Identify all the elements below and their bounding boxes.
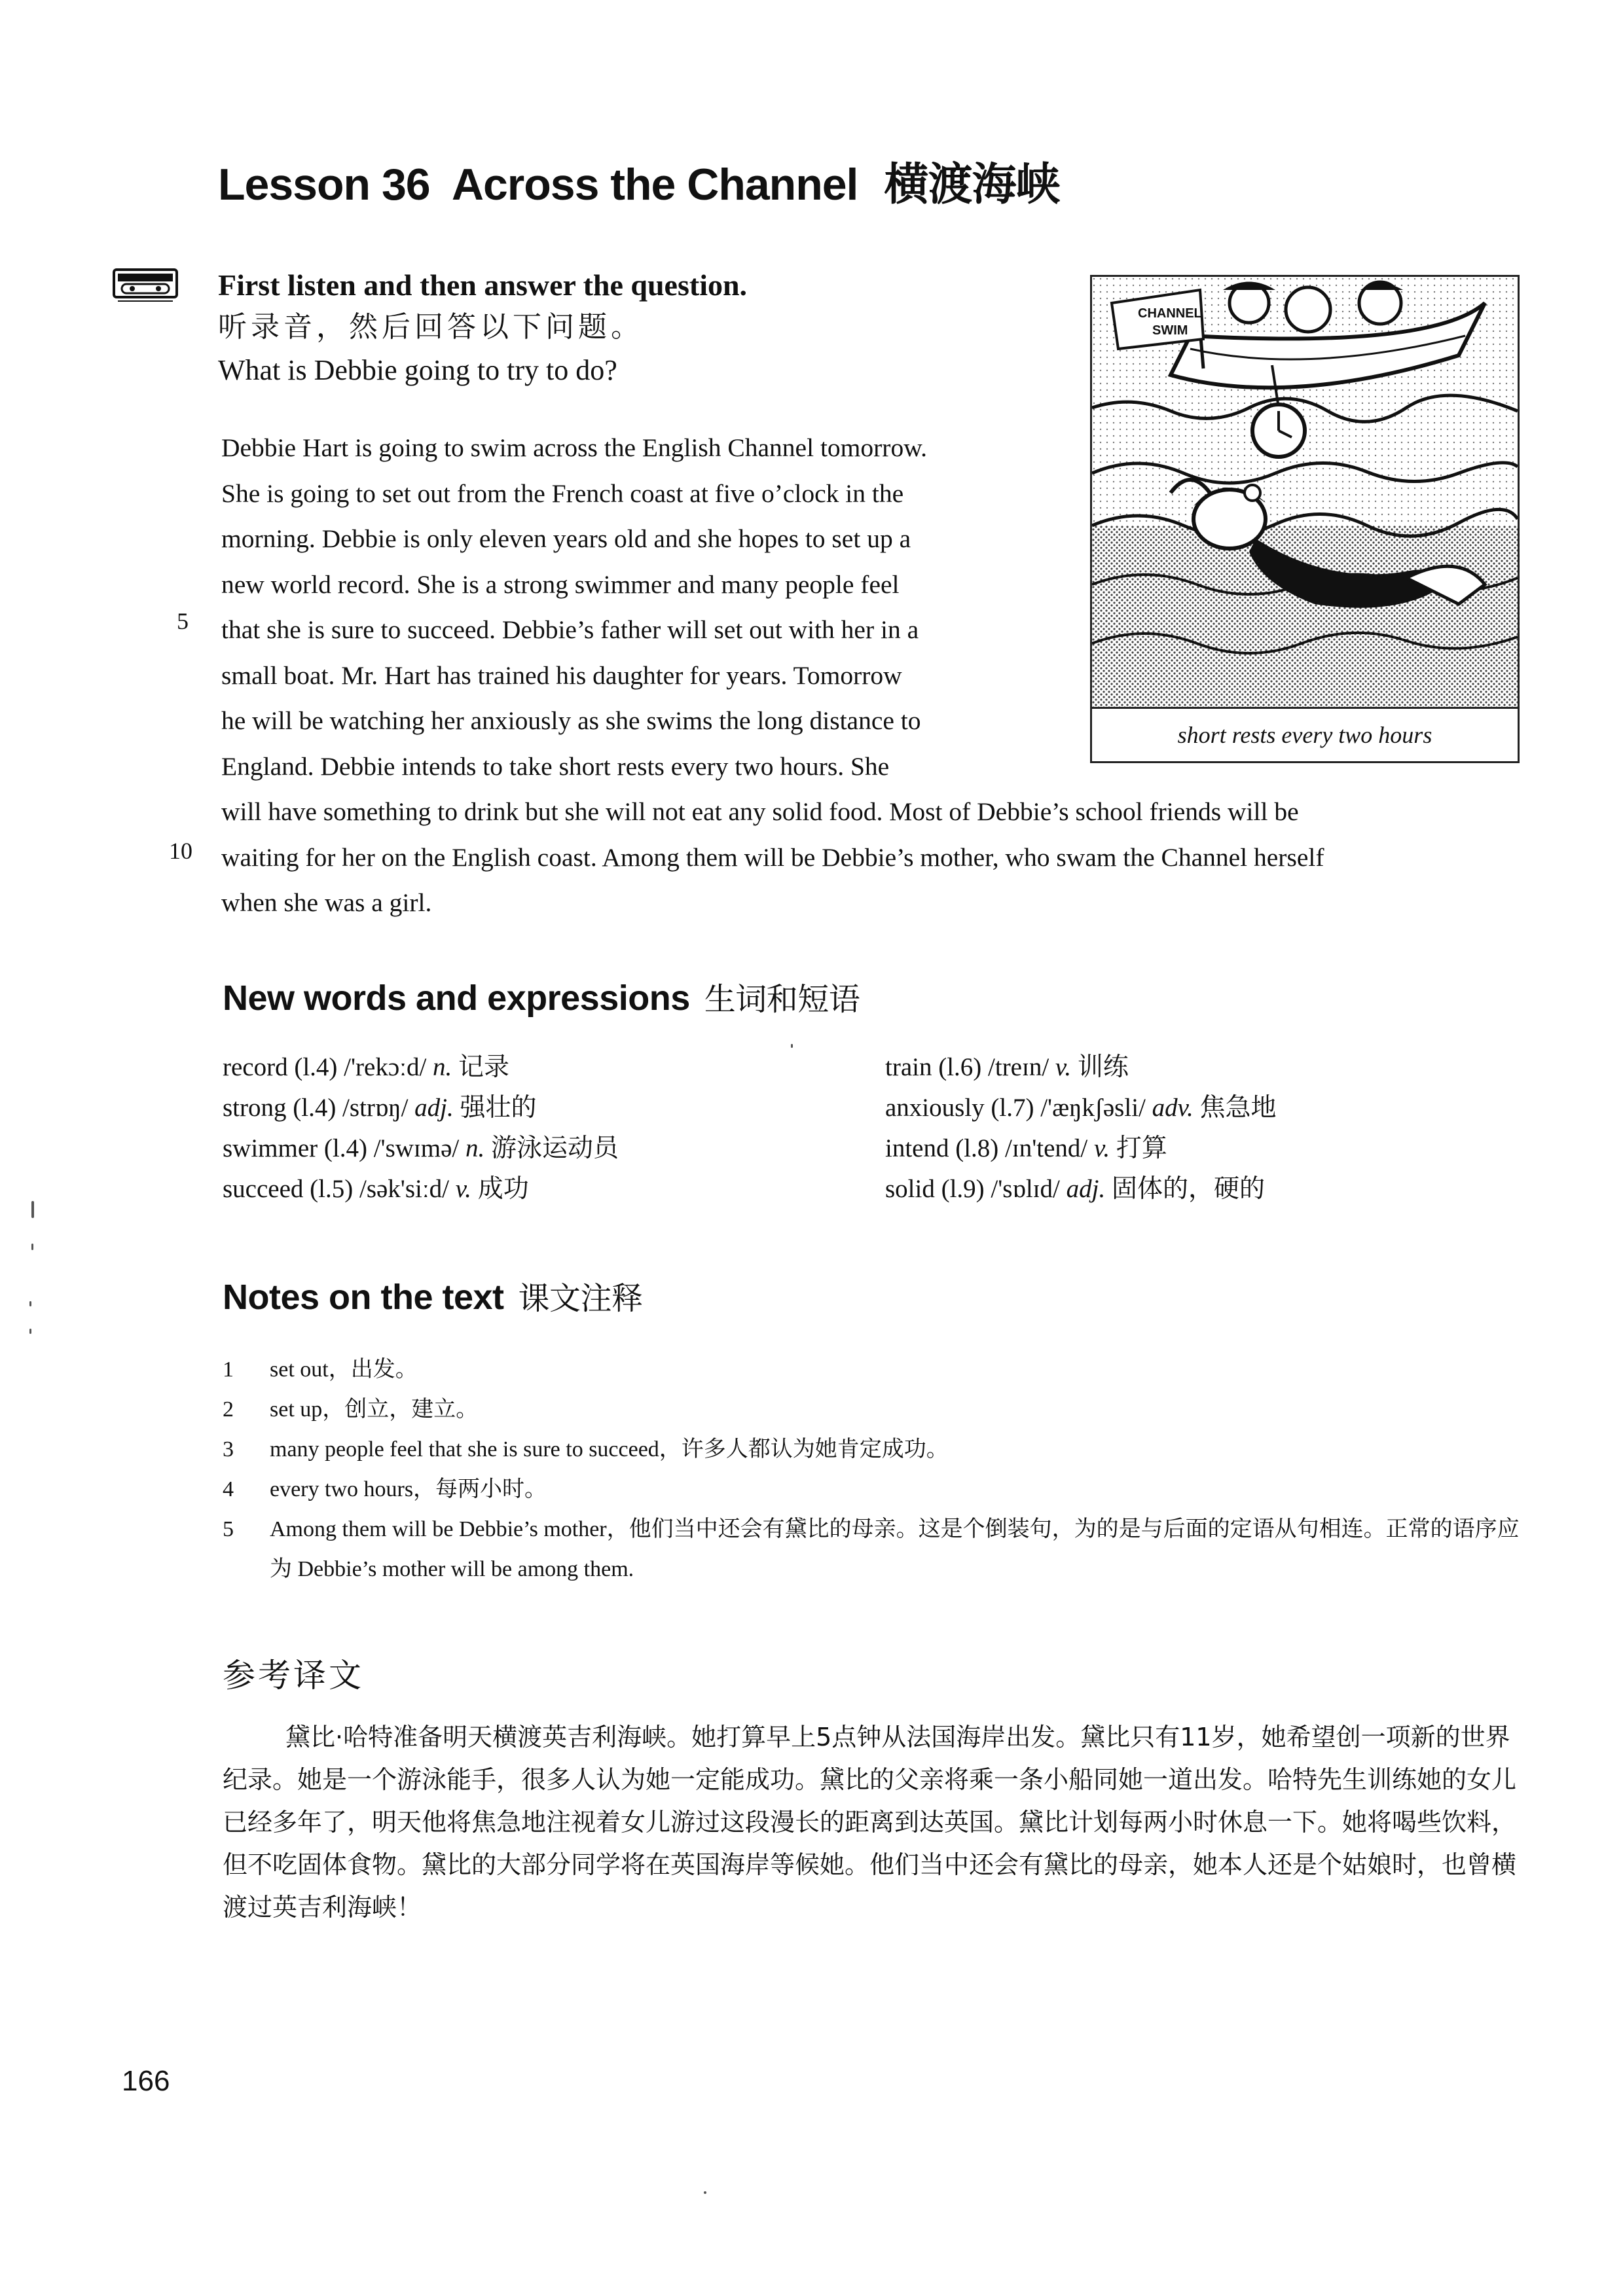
listening-instructions (218, 265, 1056, 392)
passage-line: he will be watching her anxiously as she swims the long distance to (221, 706, 921, 735)
passage-line: morning. Debbie is only eleven years old and she hopes to set up a (221, 524, 911, 553)
instruction-chinese: 听录音，然后回答以下问题。 (218, 311, 644, 343)
notes-heading-cn: 课文注释 (518, 1280, 643, 1317)
note-item: 5 Among them will be Debbie’s mother，他们当中还会有黛比的母亲。这是个倒装句，为的是与后面的定语从句相连。正常的语序应为 Debbie’s mother will be among them. (223, 1517, 1520, 1581)
vocab-item-anxiously: anxiously (l.7) /'æŋkʃəsli/ adv. 焦急地 (885, 1094, 1277, 1122)
line-number-10: 10 (169, 838, 192, 864)
reference-translation-heading: 参考译文 (223, 1657, 364, 1694)
passage-line: when she was a girl. (221, 888, 432, 917)
vocab-item-intend: intend (l.8) /ɪn'tend/ v. 打算 (885, 1134, 1167, 1162)
vocab-item-train: train (l.6) /treɪn/ v. 训练 (885, 1053, 1129, 1081)
reference-translation-text: 黛比·哈特准备明天横渡英吉利海峡。她打算早上5点钟从法国海岸出发。黛比只有11岁，她希望创一项新的世界纪录。她是一个游泳能手，很多人认为她一定能成功。黛比的父亲将乘一条小船同她一道出发。哈特先生训练她的女儿已经多年了，明天他将焦急地注视着女儿游过这段漫长的距离到达英国。黛比计划每两小时休息一下。她将喝些饮料，但不吃固体食物。黛比的大部分同学将在英国海岸等候她。他们当中还会有黛比的母亲，她本人还是个姑娘时，也曾横渡过英吉利海峡！ (223, 1723, 1517, 1922)
vocabulary-heading (223, 974, 860, 1019)
vocab-item-strong: strong (l.4) /strɒŋ/ adj. 强壮的 (223, 1094, 537, 1122)
cassette-tape-icon (113, 268, 178, 302)
passage-line: that she is sure to succeed. Debbie’s father will set out with her in a (221, 615, 919, 644)
notes-heading (223, 1273, 643, 1318)
passage-line: England. Debbie intends to take short rests every two hours. She (221, 751, 890, 781)
comprehension-question: What is Debbie going to try to do? (218, 354, 617, 386)
page-number: 166 (122, 2065, 170, 2097)
passage-line: Debbie Hart is going to swim across the English Channel tomorrow. (221, 433, 928, 462)
notes-heading-en: Notes on the text (223, 1278, 504, 1317)
lesson-title-en: Lesson 36 Across the Channel (218, 160, 858, 209)
vocab-item-swimmer: swimmer (l.4) /'swɪmə/ n. 游泳运动员 (223, 1134, 619, 1162)
vocab-item-succeed: succeed (l.5) /sək'siːd/ v. 成功 (223, 1175, 529, 1203)
swimmer-cartoon (1092, 277, 1518, 707)
vocabulary-list-left (223, 1047, 619, 1210)
instruction-english: First listen and then answer the question. (218, 268, 748, 302)
note-item: 1 set out，出发。 (223, 1357, 418, 1382)
notes-list (223, 1350, 1525, 1589)
note-item: 3 many people feel that she is sure to succeed，许多人都认为她肯定成功。 (223, 1437, 949, 1462)
vocabulary-heading-en: New words and expressions (223, 978, 690, 1018)
passage-line: small boat. Mr. Hart has trained his daughter for years. Tomorrow (221, 660, 902, 690)
vocabulary-heading-cn: 生词和短语 (704, 981, 860, 1018)
note-item: 2 set up，创立，建立。 (223, 1397, 479, 1422)
passage-line: She is going to set out from the French coast at five o’clock in the (221, 478, 904, 508)
vocab-item-record: record (l.4) /'rekɔːd/ n. 记录 (223, 1053, 510, 1081)
vocabulary-list-right (885, 1047, 1277, 1210)
passage-line: will have something to drink but she will not eat any solid food. Most of Debbie’s school friends will be (221, 797, 1299, 826)
illustration-caption: short rests every two hours (1092, 707, 1518, 761)
lesson-title (218, 149, 1059, 213)
passage-line: new world record. She is a strong swimmer and many people feel (221, 569, 900, 599)
passage-line: waiting for her on the English coast. Among them will be Debbie’s mother, who swam the Channel herself (221, 842, 1324, 872)
vocab-item-solid: solid (l.9) /'sɒlɪd/ adj. 固体的，硬的 (885, 1175, 1265, 1203)
lesson-title-cn: 横渡海峡 (884, 160, 1060, 209)
note-item: 4 every two hours，每两小时。 (223, 1477, 547, 1501)
line-number-5: 5 (177, 608, 189, 634)
flag-text: CHANNEL (1138, 306, 1202, 321)
illustration-channel-swim (1090, 275, 1520, 763)
flag-text: SWIM (1152, 323, 1188, 338)
